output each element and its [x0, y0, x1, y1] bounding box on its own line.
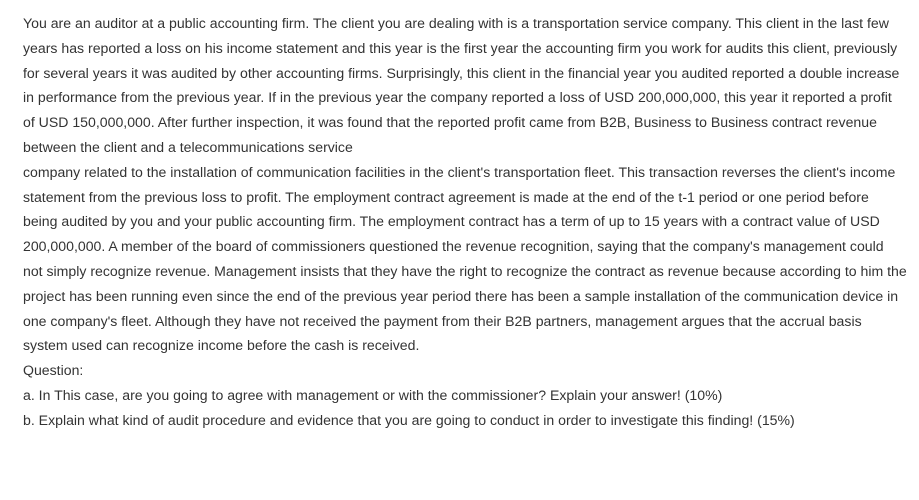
question-heading: Question:: [23, 362, 84, 379]
case-paragraph-1: You are an auditor at a public accounting firm. The client you are dealing with is a transportation service company. This client in the last few years has reported a loss on his income statement and this year is the first year the accounting firm you work for audits this client, previously for several years it was audited by other accounting firms. Surprisingly, this client in the financial year you audited reported a double increase in performance from the previous year. If in the previous year the company reported a loss of USD 200,000,000, this year it reported a profit of USD 150,000,000. After further inspection, it was found that the reported profit came from B2B, Business to Business contract revenue between the client and a telecommunications service: [23, 15, 900, 155]
case-paragraph-2: company related to the installation of communication facilities in the client's transportation fleet. This transaction reverses the client's income statement from the previous loss to profit. The employment contract agreement is made at the end of the t-1 period or one period before being audited by you and your public accounting firm. The employment contract has a term of up to 15 years with a contract value of USD 200,000,000. A member of the board of commissioners questioned the revenue recognition, saying that the company's management could not simply recognize revenue. Management insists that they have the right to recognize the contract as revenue because according to him the project has been running even since the end of the previous year period there has been a sample installation of the communication device in one company's fleet. Although they have not received the payment from their B2B partners, management argues that the accrual basis system used can recognize income before the cash is received.: [23, 163, 907, 354]
question-b: b. Explain what kind of audit procedure and evidence that you are going to conduct in order to investigate this finding! (15%): [23, 411, 795, 428]
question-a: a. In This case, are you going to agree with management or with the commissioner? Explain your answer! (10%): [23, 386, 723, 403]
